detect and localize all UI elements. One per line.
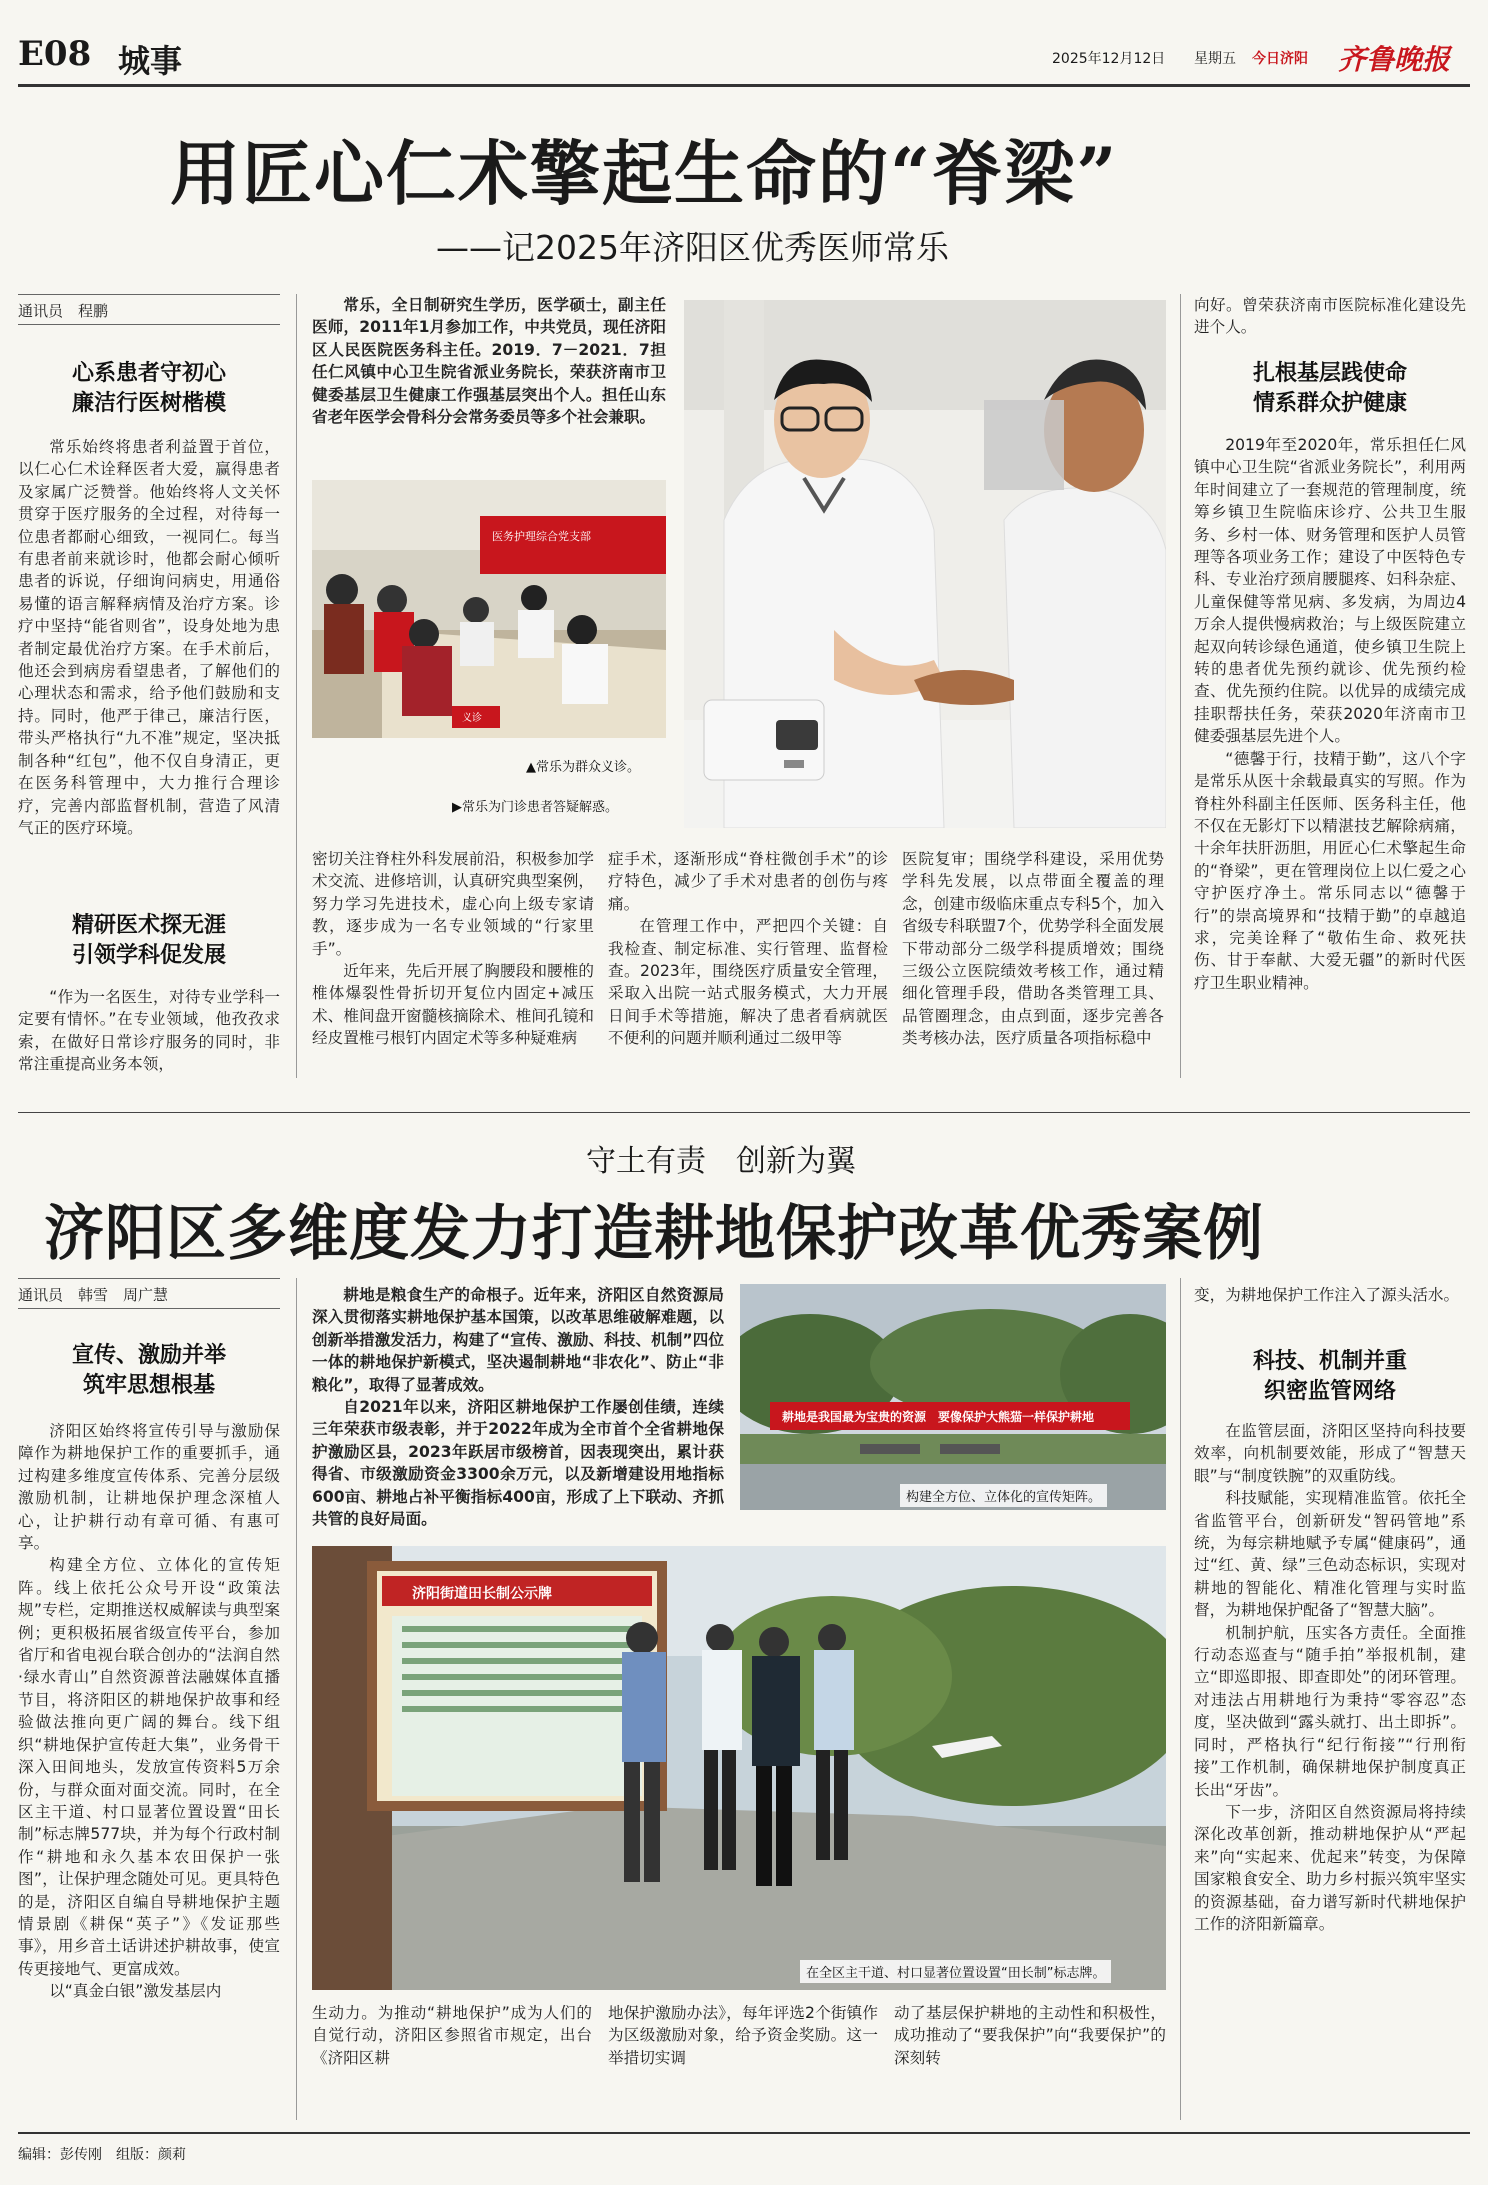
a2-subhead-2 (1194, 1346, 1466, 1406)
photo-propaganda-banner (740, 1284, 1166, 1510)
photo-doctor-consult (684, 300, 1166, 828)
a2-col1-text: 济阳区始终将宣传引导与激励保障作为耕地保护工作的重要抓手，通过构建多维度宣传体系、完善分层级激励机制，让耕地保护理念深植人心，让护耕行动有章可循、有惠可享。 构建全方位、立体化的宣传矩阵。线上依托公众号开设“政策法规”专栏，定期推送权威解读与典型案例；更积极拓展省级宣传平台，参加省厅和省电视台联合创办的“法润自然·绿水青山”自然资源普法融媒体直播节目，将济阳区的耕地保护故事和经验做法推向更广阔的舞台。线下组织“耕地保护宣传赶大集”，业务骨干深入田间地头，发放宣传资料5万余份，与群众面对面交流。同时，在全区主干道、村口显著位置设置“田长制”标志牌577块，并为每个行政村制作“耕地和永久基本农田保护一张图”，让保护理念随处可见。更具特色的是，济阳区自编自导耕地保护主题情景剧《耕保“英子”》《发证那些事》，用乡音土话讲述护耕故事，使宣传更接地气、更富成效。 以“真金白银”激发基层内 (18, 1422, 280, 2001)
article1-title: 用匠心仁术擎起生命的“脊梁” (170, 132, 1119, 215)
a1-subhead-2 (18, 910, 280, 970)
a1-subhead-1 (18, 358, 280, 418)
a2-subhead-2-line1: 科技、机制并重 (1252, 1348, 1407, 1374)
a2-subhead-1-line2: 筑牢思想根基 (82, 1372, 215, 1398)
a2-bottom-col2: 地保护激励办法》，每年评选2个街镇作为区级激励对象，给予资金奖励。这一举措切实调 (608, 2004, 878, 2067)
sign-text: 义诊 (462, 713, 482, 724)
article2-byline: 通讯员 韩雪 周广慧 (18, 1286, 169, 1304)
a1-col4-text: 医院复审；围绕学科建设，采用优势学科先发展，以点带面全覆盖的理念，创建市级临床重点专科5个，加入省级专科联盟7个，优势学科全面发展下带动部分二级学科提质增效；围绕三级公立医院绩效考核工作，通过精细化管理手段，借助各类管理工具、品管圈理念，由点到面，逐步完善各类考核办法，医疗质量各项指标稳中 (902, 850, 1164, 1048)
a2-intro: 耕地是粮食生产的命根子。近年来，济阳区自然资源局深入贯彻落实耕地保护基本国策，以改革思维破解难题，以创新举措激发活力，构建了“宣传、激励、科技、机制”四位一体的耕地保护新模式，坚决遏制耕地“非农化”、防止“非粮化”，取得了显著成效。 自2021年以来，济阳区耕地保护工作屡创佳绩，连续三年荣获市级表彰，并于2022年成为全市首个全省耕地保护激励区县，2023年跃居市级榜首，因表现突出，累计获得省、市级激励资金3300余万元，以及新增建设用地指标600亩、耕地占补平衡指标400亩，形成了上下联动、齐抓共管的良好局面。 (312, 1286, 724, 1529)
article1-subtitle: ——记2025年济阳区优秀医师常乐 (436, 228, 949, 267)
section-name: 城事 (118, 42, 183, 80)
header-rule (18, 84, 1470, 87)
a2-col5-text-b: 在监管层面，济阳区坚持向科技要效率，向机制要效能，形成了“智慧天眼”与“制度铁腕”的双重防线。 科技赋能，实现精准监管。依托全省监管平台，创新研发“智码管地”系统，为每宗耕地赋予专属“健康码”，通过“红、黄、绿”三色动态标识，实现对耕地的智能化、精准化管理与实时监督，为耕地保护配备了“智慧大脑”。 机制护航，压实各方责任。全面推行动态巡查与“随手拍”举报机制，建立“即巡即报、即查即处”的闭环管理。对违法占用耕地行为秉持“零容忍”态度，坚决做到“露头就打、出土即拆”。同时，严格执行“纪行衔接”“行刑衔接”工作机制，确保耕地保护制度真正长出“牙齿”。 下一步，济阳区自然资源局将持续深化改革创新，推动耕地保护从“严起来”向“实起来、优起来”转变，为保障国家粮食安全、助力乡村振兴筑牢坚实的资源基础，奋力谱写新时代耕地保护工作的济阳新篇章。 (1194, 1422, 1466, 1933)
a1-col1-text: 常乐始终将患者利益置于首位，以仁心仁术诠释医者大爱，赢得患者及家属广泛赞誉。他始终将人文关怀贯穿于医疗服务的全过程，对待每一位患者都耐心细致，一视同仁。每当有患者前来就诊时，他都会耐心倾听患者的诉说，仔细询问病史，用通俗易懂的语言解释病情及治疗方案。诊疗中坚持“能省则省”，设身处地为患者制定最优治疗方案。在手术前后，他还会到病房看望患者，了解他们的心理状态和需求，给予他们鼓励和支持。同时，他严于律己，廉洁行医，带头严格执行“九不准”规定，坚决抵制各种“红包”，他不仅自身清正，更在医务科管理中，大力推行合理诊疗，完善内部监督机制，营造了风清气正的医疗环境。 (18, 438, 280, 837)
a1-intro: 常乐，全日制研究生学历，医学硕士，副主任医师，2011年1月参加工作，中共党员，现任济阳区人民医院医务科主任。2019．7－2021．7担任仁风镇中心卫生院省派业务院长，荣获济南市卫健委基层卫生健康工作强基层突出个人。担任山东省老年医学会骨科分会常务委员等多个社会兼职。 (312, 296, 666, 427)
photo-board-caption: 在全区主干道、村口显著位置设置“田长制”标志牌。 (800, 1960, 1111, 1983)
a2-subhead-2-line2: 织密监管网络 (1263, 1378, 1396, 1404)
a1-col5-text-a: 向好。曾荣获济南市医院标准化建设先进个人。 (1194, 296, 1466, 337)
banner-slogan: 耕地是我国最为宝贵的资源 要像保护大熊猫一样保护耕地 (782, 1410, 1095, 1424)
a1-col3-text: 症手术，逐渐形成“脊柱微创手术”的诊疗特色，减少了手术对患者的创伤与疼痛。 在管理工作中，严把四个关键：自我检查、制定标准、实行管理、监督检查。2023年，围绕医疗质量安全管理，采取入出院一站式服务模式，大力开展日间手术等措施，解决了患者看病就医不便利的问题并顺利通过二级甲等 (608, 850, 888, 1048)
a2-subhead-1-line1: 宣传、激励并举 (71, 1342, 226, 1368)
footer-rule (18, 2132, 1470, 2134)
a1-subhead-3-line2: 情系群众护健康 (1252, 390, 1407, 416)
a1-subhead-1-line2: 廉洁行医树楷模 (71, 390, 226, 416)
photo-field-chief-board (312, 1546, 1166, 1990)
a1-subhead-3-line1: 扎根基层践使命 (1252, 360, 1407, 386)
photo1-caption: ▲常乐为群众义诊。 (526, 760, 640, 775)
editor-credit: 编辑：彭传刚 组版：颜莉 (18, 2147, 186, 2163)
weekday: 星期五 (1194, 51, 1236, 67)
a1-col1-text-2: “作为一名医生，对待专业学科一定要有情怀。”在专业领域，他孜孜求索，在做好日常诊疗服务的同时，非常注重提高业务本领， (18, 988, 280, 1074)
article2-kicker: 守土有责 创新为翼 (586, 1144, 856, 1179)
board-title: 济阳街道田长制公示牌 (412, 1586, 552, 1602)
a1-subhead-2-line1: 精研医术探无涯 (71, 912, 226, 938)
a1-subhead-1-line1: 心系患者守初心 (71, 360, 226, 386)
a2-bottom-col1: 生动力。为推动“耕地保护”成为人们的自觉行动，济阳区参照省市规定，出台《济阳区耕 (312, 2004, 592, 2067)
article1-byline: 通讯员 程鹏 (18, 302, 109, 320)
a1-subhead-2-line2: 引领学科促发展 (71, 942, 226, 968)
date: 2025年12月12日 (1052, 51, 1166, 67)
photo-free-clinic (312, 480, 666, 738)
a2-bottom-col3: 动了基层保护耕地的主动性和积极性，成功推动了“要我保护”向“我要保护”的深刻转 (894, 2004, 1166, 2067)
banner-text: 医务护理综合党支部 (492, 530, 591, 543)
a1-col5-text-b: 2019年至2020年，常乐担任仁风镇中心卫生院“省派业务院长”，利用两年时间建立了一套规范的管理制度，统筹乡镇卫生院临床诊疗、公共卫生服务、乡村一体、财务管理和医护人员管理等各项业务工作；建设了中医特色专科、专业治疗颈肩腰腿疼、妇科杂症、儿童保健等常见病、多发病，为周边4万余人提供慢病救治；与上级医院建立起双向转诊绿色通道，使乡镇卫生院上转的患者优先预约就诊、优先预约检查、优先预约住院。以优异的成绩完成挂职帮扶任务，荣获2020年济南市卫健委强基层先进个人。 “德馨于行，技精于勤”，这八个字是常乐从医十余载最真实的写照。作为脊柱外科副主任医师、医务科主任，他不仅在无影灯下以精湛技艺解除病痛，十余年扶肝沥胆，用匠心仁术擎起生命的“脊梁”，更在管理岗位上以仁爱之心守护医疗净土。常乐同志以“德馨于行”的崇高境界和“技精于勤”的卓越追求，完美诠释了“敬佑生命、救死扶伤、甘于奉献、大爱无疆”的新时代医疗卫生职业精神。 (1194, 436, 1466, 992)
masthead-logo: 齐鲁晚报 (1338, 43, 1451, 76)
a2-col5-text-a: 变，为耕地保护工作注入了源头活水。 (1194, 1286, 1460, 1304)
photo-banner-caption: 构建全方位、立体化的宣传矩阵。 (900, 1484, 1107, 1507)
article2-title: 济阳区多维度发力打造耕地保护改革优秀案例 (44, 1199, 1264, 1269)
a2-subhead-1 (18, 1340, 280, 1400)
page-code: E08 (18, 34, 92, 74)
a1-col2-text: 密切关注脊柱外科发展前沿，积极参加学术交流、进修培训，认真研究典型案例，努力学习先进技术，虚心向上级专家请教，逐步成为一名专业领域的“行家里手”。 近年来，先后开展了胸腰段和腰椎的椎体爆裂性骨折切开复位内固定+减压术、椎间盘开窗髓核摘除术、椎间孔镜和经皮置椎弓根钉内固定术等多种疑难病 (312, 850, 594, 1048)
article-divider (18, 1112, 1470, 1113)
a1-subhead-3 (1194, 358, 1466, 418)
edition-label: 今日济阳 (1252, 51, 1308, 67)
photo2-caption: ▶常乐为门诊患者答疑解惑。 (452, 800, 618, 815)
